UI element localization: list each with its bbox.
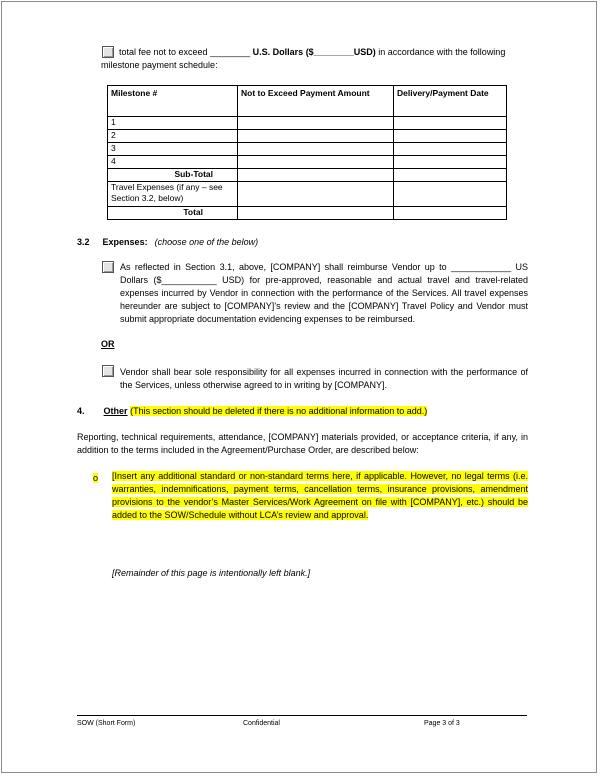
total-date-cell[interactable] — [394, 207, 507, 220]
milestone-table — [107, 85, 507, 220]
remainder-text: [Remainder of this page is intentionally left blank.] — [112, 568, 311, 578]
section-4-number: 4. — [77, 406, 85, 416]
total-row — [108, 207, 507, 220]
intro-paragraph: Reporting, technical requirements, attendance, [COMPANY] materials provided, or acceptance criteria, if any, in addition to the terms included in the Agreement/Purchase Order, are described below: — [77, 432, 528, 455]
section-4-title: Other — [103, 406, 128, 416]
footer-left: SOW (Short Form) — [77, 720, 136, 727]
date-cell[interactable] — [394, 130, 507, 143]
travel-amount-cell[interactable] — [238, 182, 394, 207]
option2-text: Vendor shall bear sole responsibility for all expenses incurred in connection with the performance of the Services, unless otherwise agreed to in writing by [COMPANY]. — [120, 367, 528, 390]
option1-checkbox[interactable] — [102, 261, 114, 273]
or-label — [101, 338, 115, 351]
section-colon: : — [144, 237, 148, 247]
subtotal-label: Sub-Total — [108, 169, 238, 182]
bullet-text — [112, 470, 528, 522]
fee-blank: ________ — [210, 47, 251, 57]
fee-text-a: total fee not to exceed — [119, 47, 208, 57]
subtotal-row — [108, 169, 507, 182]
table-row — [108, 143, 507, 156]
table-row — [108, 130, 507, 143]
section-4-heading — [77, 405, 427, 418]
section-4-note: (This section should be deleted if there is no additional information to add.) — [130, 406, 428, 416]
subtotal-date-cell[interactable] — [394, 169, 507, 182]
bullet-marker — [93, 472, 98, 485]
bullet-highlighted-text: [Insert any additional standard or non-standard terms here, if applicable. However, no legal terms (i.e. warranties, indemnifications, payment terms, cancellation terms, insurance provisions, amendment provisions to the vendor’s Master Services/Work Agreement on file with [COMPANY], etc.) should be added to the SOW/Schedule without LCA’s review and approval. — [112, 471, 528, 520]
amount-cell[interactable] — [238, 117, 394, 130]
document-page — [1, 1, 597, 773]
milestone-cell: 2 — [108, 130, 238, 143]
milestone-cell: 4 — [108, 156, 238, 169]
travel-date-cell[interactable] — [394, 182, 507, 207]
amount-cell[interactable] — [238, 143, 394, 156]
fee-text-b: in accordance with the following — [378, 47, 506, 57]
total-label: Total — [108, 207, 238, 220]
header-milestone: Milestone # — [108, 86, 238, 117]
amount-cell[interactable] — [238, 156, 394, 169]
page-footer — [77, 715, 527, 730]
section-number: 3.2 — [77, 237, 90, 247]
section-hint: (choose one of the below) — [154, 237, 259, 247]
usd-paren: ($________USD) — [305, 47, 376, 57]
subtotal-amount-cell[interactable] — [238, 169, 394, 182]
total-amount-cell[interactable] — [238, 207, 394, 220]
date-cell[interactable] — [394, 143, 507, 156]
milestone-cell: 3 — [108, 143, 238, 156]
bullet-marker-glyph: o — [93, 473, 99, 483]
milestone-cell: 1 — [108, 117, 238, 130]
option1-text: As reflected in Section 3.1, above, [COMPANY] shall reimburse Vendor up to ____________ US Dollars ($___________ USD) for pre-approved, reasonable and actual travel and travel-related expenses incurred by Vendor in connection with the performance of the Services. All travel expenses hereunder are subject to [COMPANY]’s review and the [COMPANY] Travel Policy and Vendor must submit appropriate documentation evidencing expenses to be reimbursed. — [120, 262, 528, 324]
date-cell[interactable] — [394, 156, 507, 169]
fee-checkbox[interactable] — [102, 46, 114, 58]
date-cell[interactable] — [394, 117, 507, 130]
table-header-row — [108, 86, 507, 117]
travel-label: Travel Expenses (if any – see Section 3.2, below) — [108, 182, 238, 207]
section-title: Expenses — [102, 237, 145, 247]
option2-checkbox[interactable] — [102, 365, 114, 377]
remainder-note — [112, 567, 310, 580]
table-row — [108, 156, 507, 169]
table-row — [108, 117, 507, 130]
fee-line-1 — [119, 46, 529, 59]
or-text: OR — [101, 339, 115, 349]
header-date: Delivery/Payment Date — [394, 86, 507, 117]
amount-cell[interactable] — [238, 130, 394, 143]
fee-line-2: milestone payment schedule: — [101, 60, 218, 70]
footer-right: Page 3 of 3 — [424, 720, 460, 727]
usd-label: U.S. Dollars — [252, 47, 304, 57]
travel-row — [108, 182, 507, 207]
section-3-2-heading — [77, 236, 258, 249]
header-amount: Not to Exceed Payment Amount — [238, 86, 394, 117]
footer-center: Confidential — [243, 720, 280, 727]
